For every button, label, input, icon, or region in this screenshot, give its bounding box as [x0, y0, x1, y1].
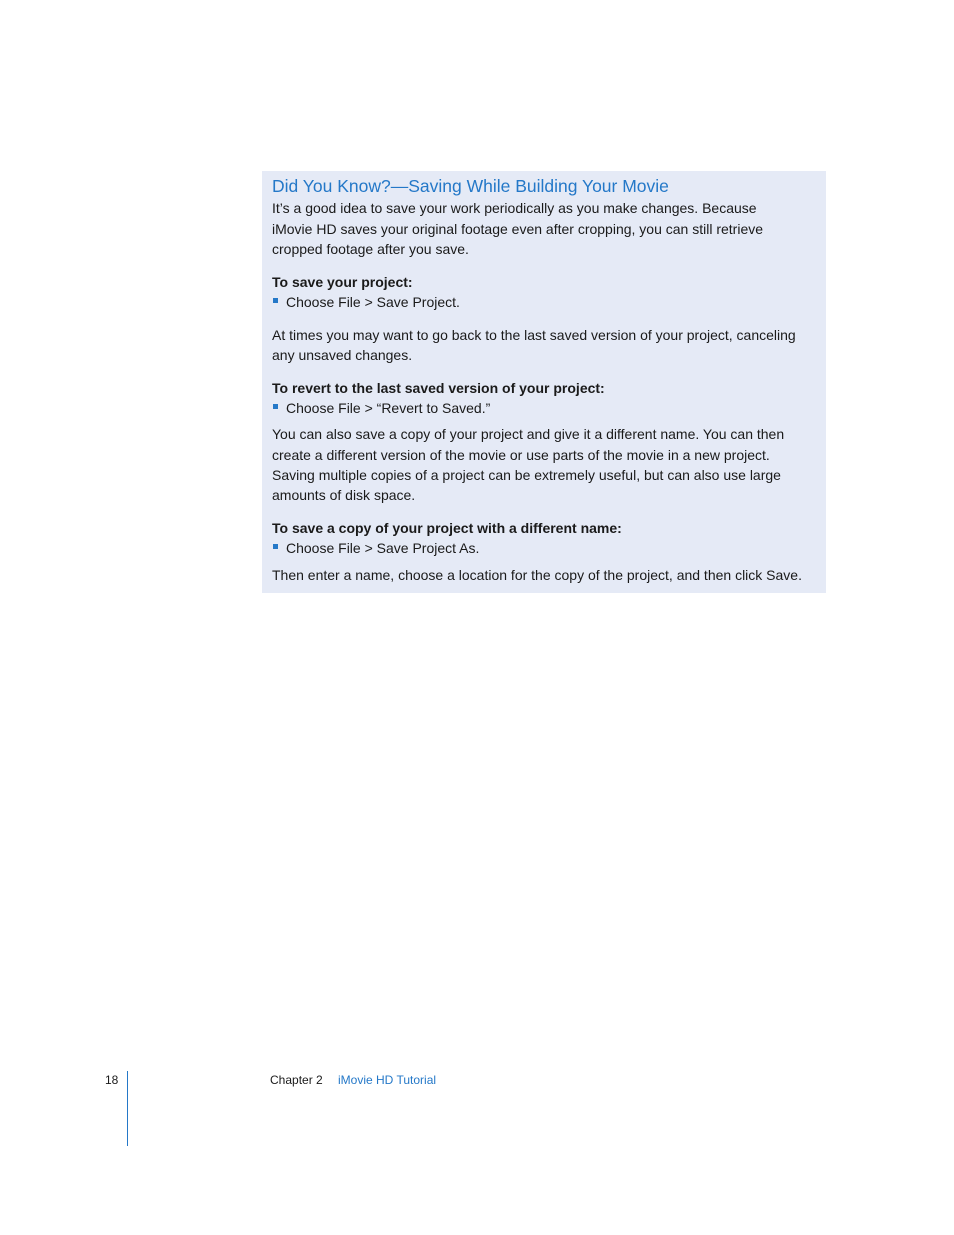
paragraph-line: iMovie HD saves your original footage even after cropping, you can still retrieve	[272, 221, 764, 237]
chapter-title: iMovie HD Tutorial	[338, 1073, 437, 1087]
page-number: 18	[105, 1073, 119, 1087]
bullet-icon	[273, 298, 278, 303]
copy-heading: To save a copy of your project with a different name:	[272, 520, 622, 536]
paragraph-line: Saving multiple copies of a project can be extremely useful, but can also use large	[272, 467, 781, 483]
paragraph-line: cropped footage after you save.	[272, 241, 469, 257]
paragraph-line: create a different version of the movie or use parts of the movie in a new project.	[272, 447, 770, 463]
paragraph-line: amounts of disk space.	[272, 487, 416, 503]
save-step: Choose File > Save Project.	[286, 294, 460, 310]
paragraph-line: any unsaved changes.	[272, 347, 413, 363]
box-title: Did You Know?—Saving While Building Your Movie	[272, 176, 669, 196]
chapter-label: Chapter 2	[270, 1073, 323, 1087]
bullet-icon	[273, 404, 278, 409]
revert-step: Choose File > “Revert to Saved.”	[286, 400, 491, 416]
bullet-icon	[273, 544, 278, 549]
revert-heading: To revert to the last saved version of your project:	[272, 380, 605, 396]
save-heading: To save your project:	[272, 274, 413, 290]
paragraph-line: Then enter a name, choose a location for the copy of the project, and then click Save.	[272, 567, 802, 583]
paragraph-line: It’s a good idea to save your work periodically as you make changes. Because	[272, 200, 757, 216]
footer-divider	[127, 1071, 128, 1146]
paragraph-line: At times you may want to go back to the last saved version of your project, canceling	[272, 327, 796, 343]
paragraph-line: You can also save a copy of your project and give it a different name. You can then	[272, 426, 785, 442]
copy-step: Choose File > Save Project As.	[286, 540, 480, 556]
